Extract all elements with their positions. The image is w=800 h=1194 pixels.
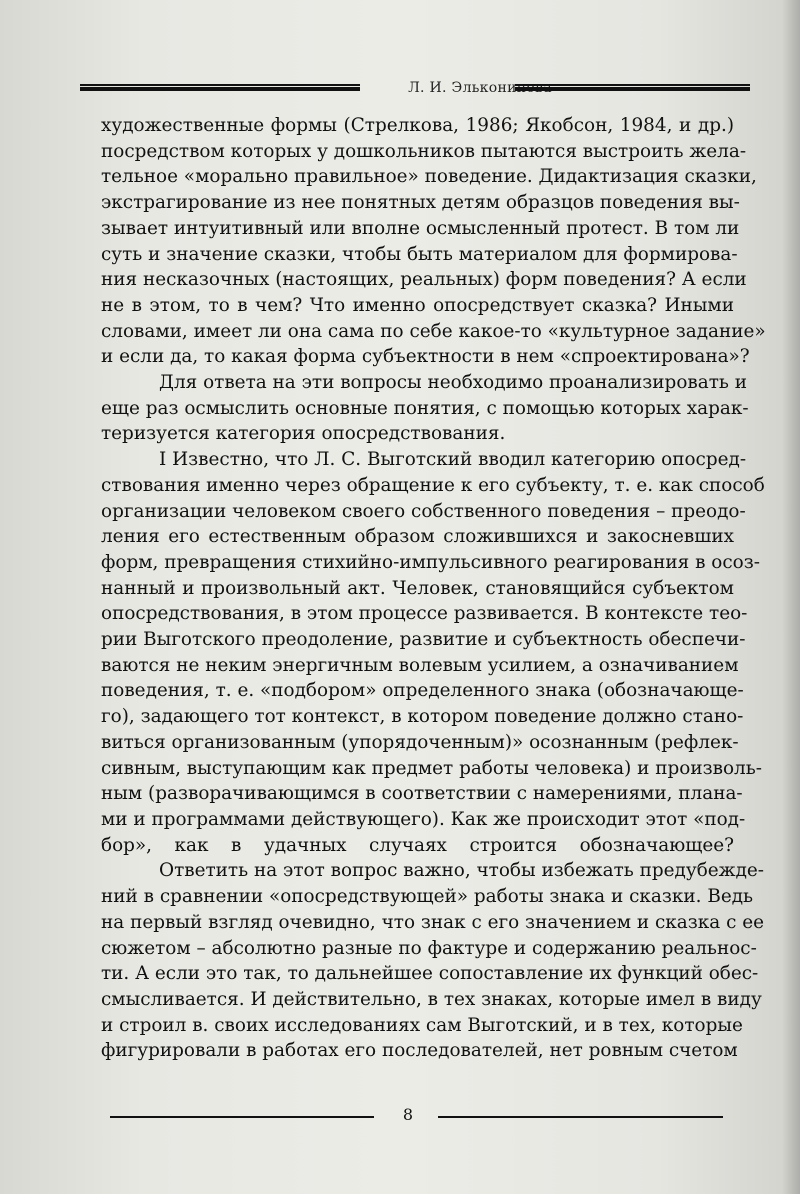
paragraph-4 [101, 858, 764, 1064]
text-line: рии Выготского преодоление, развитие и субъектность обеспечи- [101, 629, 746, 651]
text-line: ствования именно через обращение к его субъекту, т. е. как способ [101, 474, 765, 496]
text-line: фигурировали в работах его последователей, нет ровным счетом [101, 1040, 738, 1062]
text-line: опосредствования, в этом процессе развивается. В контексте тео- [101, 603, 748, 625]
paragraph-3 [101, 447, 765, 858]
body-text [101, 113, 766, 1064]
text-line: и строил в. своих исследованиях сам Выготский, и в тех, которые [101, 1014, 743, 1036]
running-head-author: Л. И. Эльконинова [408, 80, 552, 96]
text-line: организации человеком своего собственного поведения – преодо- [101, 500, 746, 522]
text-line: суть и значение сказки, чтобы быть материалом для формирова- [101, 243, 738, 265]
text-line: ления его естественным образом сложившихся и закосневших [101, 526, 734, 548]
paragraph-2 [101, 370, 749, 447]
footer-right-rule [438, 1116, 723, 1118]
text-line: ным (разворачивающимся в соответствии с намерениями, плана- [101, 783, 743, 805]
text-line: еще раз осмыслить основные понятия, с помощью которых харак- [101, 397, 749, 419]
text-line: форм, превращения стихийно-импульсивного реагирования в осоз- [101, 551, 761, 573]
text-line: не в этом, то в чем? Что именно опосредствует сказка? Иными [101, 294, 734, 316]
text-line: ний в сравнении «опосредствующей» работы знака и сказки. Ведь [101, 886, 754, 908]
text-line: художественные формы (Стрелкова, 1986; Якобсон, 1984, и др.) [101, 115, 734, 136]
text-line: ния несказочных (настоящих, реальных) форм поведения? А если [101, 269, 747, 291]
text-line: зывает интуитивный или вполне осмысленный протест. В том ли [101, 217, 740, 239]
text-line: Ответить на этот вопрос важно, чтобы избежать предубежде- [159, 860, 764, 882]
footer-left-rule [110, 1116, 374, 1118]
text-line: смысливается. И действительно, в тех знаках, которые имел в виду [101, 988, 762, 1010]
text-line: ми и программами действующего). Как же происходит этот «под- [101, 808, 746, 830]
text-line: посредством которых у дошкольников пытаются выстроить жела- [101, 140, 747, 162]
text-line: го), задающего тот контекст, в котором поведение должно стано- [101, 706, 744, 728]
header-left-rule [80, 84, 360, 91]
text-line: ти. А если это так, то дальнейшее сопоставление их функций обес- [101, 963, 759, 985]
text-line: поведения, т. е. «подбором» определенного знака (обозначающе- [101, 680, 744, 702]
text-line: ваются не неким энергичным волевым усилием, а означиванием [101, 654, 739, 676]
text-line: Для ответа на эти вопросы необходимо проанализировать и [159, 372, 748, 394]
text-line: тельное «морально правильное» поведение. Дидактизация сказки, [101, 166, 757, 188]
page-edge-shadow [782, 0, 800, 1194]
text-line: экстрагирование из нее понятных детям образцов поведения вы- [101, 192, 740, 214]
page-number: 8 [402, 1105, 414, 1124]
text-line: I Известно, что Л. С. Выготский вводил категорию опосред- [159, 449, 747, 471]
text-line: на первый взгляд очевидно, что знак с его значением и сказка с ее [101, 911, 764, 933]
text-line: словами, имеет ли она сама по себе какое-то «культурное задание» [101, 320, 766, 342]
text-line: бор», как в удачных случаях строится обозначающее? [101, 834, 734, 856]
page-header [80, 76, 750, 106]
text-line: и если да, то какая форма субъектности в нем «спроектирована»? [101, 346, 750, 368]
text-line: виться организованным (упорядоченным)» осознанным (рефлек- [101, 731, 739, 753]
text-line: сюжетом – абсолютно разные по фактуре и содержанию реальнос- [101, 937, 757, 959]
text-line: теризуется категория опосредствования. [101, 423, 506, 445]
text-line: нанный и произвольный акт. Человек, становящийся субъектом [101, 577, 734, 599]
header-right-rule [515, 84, 750, 91]
text-line: сивным, выступающим как предмет работы человека) и произволь- [101, 757, 762, 779]
paragraph-1 [101, 113, 766, 370]
